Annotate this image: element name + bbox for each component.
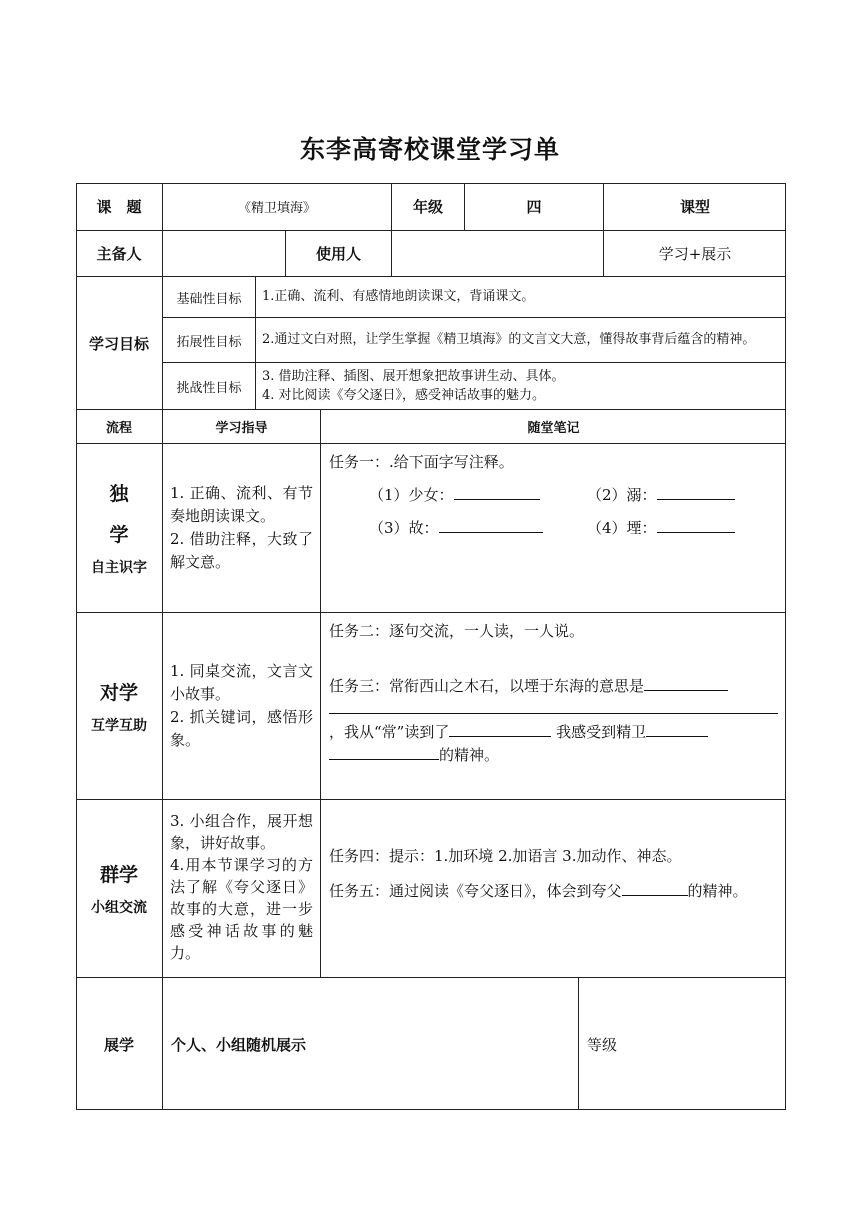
goal-text-line: 3. 借助注释、插图、展开想象把故事讲生动、具体。 xyxy=(262,369,565,384)
answer-blank[interactable] xyxy=(657,484,735,500)
task-three-text: 任务三：常衔西山之木石，以堙于东海的意思是 xyxy=(329,677,645,695)
group-notes xyxy=(321,800,786,978)
group-guide xyxy=(163,800,321,978)
task-five xyxy=(329,880,778,903)
blank-label: （3）故： xyxy=(369,519,439,537)
goals-list xyxy=(163,277,786,410)
solo-notes xyxy=(321,444,786,613)
solo-char-2: 学 xyxy=(109,524,129,546)
group-name: 群学 xyxy=(99,864,138,886)
notes-header: 随堂笔记 xyxy=(321,410,786,444)
answer-blank[interactable] xyxy=(454,484,540,500)
task-five-text: 的精神。 xyxy=(687,882,748,900)
task-three-text: 的精神。 xyxy=(439,746,500,764)
blank-label: （1）少女： xyxy=(369,486,454,504)
blank-label: （2）溺： xyxy=(587,486,657,504)
goal-text: 2.通过文白对照，让学生掌握《精卫填海》的文言文大意，懂得故事背后蕴含的精神。 xyxy=(262,332,756,347)
pair-notes xyxy=(321,613,786,800)
answer-blank[interactable] xyxy=(644,675,728,691)
goal-extended xyxy=(163,318,786,363)
guide-item: 3. 小组合作，展开想象，讲好故事。 xyxy=(170,812,313,852)
topic-value: 《精卫填海》 xyxy=(163,183,392,231)
answer-blank[interactable] xyxy=(622,880,688,896)
guide-item: 4.用本节课学习的方法了解《夸父逐日》故事的大意，进一步感受神话故事的魅力。 xyxy=(170,856,313,962)
lesson-type-label: 课型 xyxy=(604,183,786,231)
flow-header-row xyxy=(76,410,786,444)
pair-sub: 互学互助 xyxy=(91,717,147,734)
blank-item xyxy=(587,517,767,540)
pair-guide xyxy=(163,613,321,800)
answer-blank[interactable] xyxy=(657,517,735,533)
answer-blank[interactable] xyxy=(449,721,551,737)
goal-level: 挑战性目标 xyxy=(163,363,256,409)
answer-blank[interactable] xyxy=(439,517,543,533)
group-study-row xyxy=(76,800,786,978)
page-title: 东李高寄校课堂学习单 xyxy=(299,135,560,164)
answer-blank[interactable] xyxy=(329,698,778,714)
guide-header: 学习指导 xyxy=(163,410,321,444)
solo-study-row xyxy=(76,444,786,613)
preparer-value[interactable] xyxy=(163,231,286,277)
show-study-row xyxy=(76,978,786,1110)
solo-sub: 自主识字 xyxy=(91,560,147,576)
task-two: 任务二：逐句交流，一人读，一人说。 xyxy=(329,622,585,640)
task-one: 任务一：.给下面字写注释。 xyxy=(329,453,514,471)
solo-char-1: 独 xyxy=(109,483,129,505)
blank-item xyxy=(369,484,587,507)
user-label: 使用人 xyxy=(286,231,392,277)
task-three-text: 我感受到精卫 xyxy=(551,723,647,741)
blank-item xyxy=(369,517,587,540)
goal-level: 基础性目标 xyxy=(163,277,256,317)
task-three xyxy=(329,675,778,767)
goal-challenge xyxy=(163,363,786,409)
goals-row xyxy=(76,277,786,410)
group-study-label xyxy=(76,800,163,978)
grade-value: 四 xyxy=(465,183,604,231)
grade-field[interactable]: 等级 xyxy=(587,1035,618,1054)
user-value[interactable] xyxy=(392,231,604,277)
process-header: 流程 xyxy=(76,410,163,444)
preparer-label: 主备人 xyxy=(76,231,163,277)
grade-label: 年级 xyxy=(392,183,465,231)
solo-study-label xyxy=(76,444,163,613)
task-five-text: 任务五：通过阅读《夸父逐日》，体会到夸父 xyxy=(329,882,622,900)
guide-item: 1. 同桌交流，文言文小故事。 xyxy=(170,662,313,703)
preparer-row xyxy=(76,231,786,277)
task-three-text: ，我从“常”读到了 xyxy=(329,723,450,741)
goal-basic xyxy=(163,277,786,318)
pair-study-row xyxy=(76,613,786,800)
lesson-type-value: 学习+展示 xyxy=(604,231,786,277)
show-content: 个人、小组随机展示 xyxy=(163,978,579,1110)
guide-item: 2. 借助注释，大致了解文意。 xyxy=(170,530,313,571)
group-sub: 小组交流 xyxy=(91,900,147,916)
guide-item: 2. 抓关键词，感悟形象。 xyxy=(170,708,313,749)
goal-text xyxy=(256,363,786,409)
pair-name: 对学 xyxy=(99,681,138,704)
topic-label: 课 题 xyxy=(76,183,163,231)
goal-text-line: 4. 对比阅读《夸父逐日》，感受神话故事的魅力。 xyxy=(262,388,546,403)
goals-label: 学习目标 xyxy=(76,277,163,410)
goal-level: 拓展性目标 xyxy=(163,318,256,362)
pair-study-label xyxy=(76,613,163,800)
answer-blank[interactable] xyxy=(329,744,439,760)
guide-item: 1. 正确、流利、有节奏地朗读课文。 xyxy=(170,484,313,525)
show-name: 展学 xyxy=(76,978,163,1110)
answer-blank[interactable] xyxy=(646,721,708,737)
solo-guide xyxy=(163,444,321,613)
goal-text: 1.正确、流利、有感情地朗读课文，背诵课文。 xyxy=(262,289,535,304)
blank-label: （4）堙： xyxy=(587,519,657,537)
blank-item xyxy=(587,484,767,507)
topic-row xyxy=(76,183,786,231)
task-four: 任务四：提示：1.加环境 2.加语言 3.加动作、神态。 xyxy=(329,847,682,865)
blank-grid xyxy=(329,484,778,540)
